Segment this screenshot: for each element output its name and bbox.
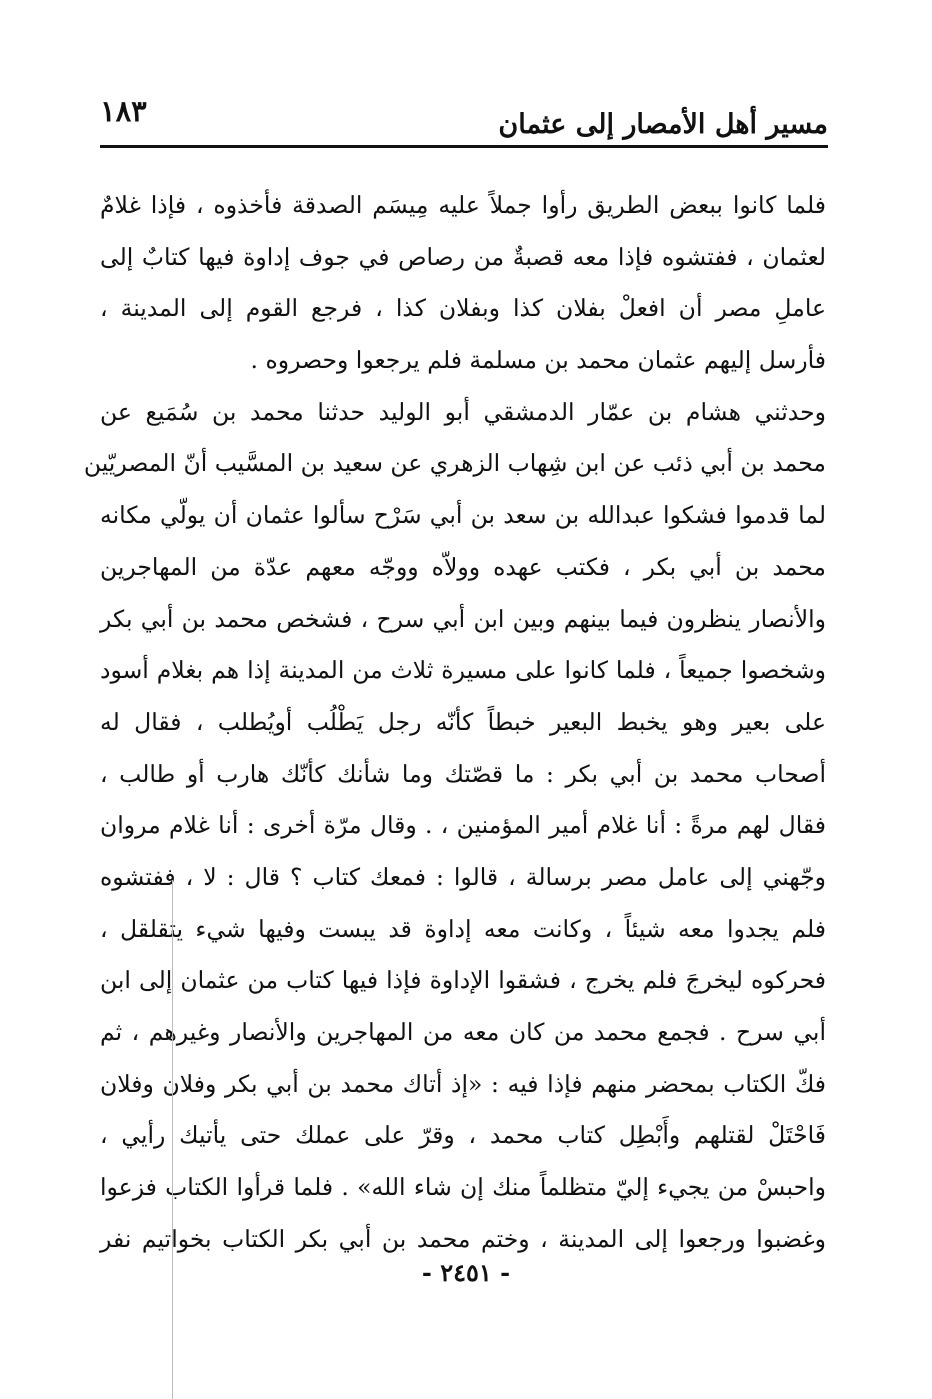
text-line: أبي سرح . فجمع محمد من كان معه من المهاجرين والأنصار وغيرهم ، ثم <box>100 1018 826 1046</box>
text-line: فحركوه ليخرجَ فلم يخرج ، فشقوا الإداوة فإذا فيها كتاب من عثمان إلى ابن <box>100 966 826 995</box>
text-line: فَاحْتَلْ لقتلهم وأَبْطِل كتاب محمد ، وقرّ على عملك حتى يأتيك رأيي ، <box>100 1121 826 1150</box>
text-line: وشخصوا جميعاً ، فلما كانوا على مسيرة ثلاث من المدينة إذا هم بغلام أسود <box>100 656 826 685</box>
text-line: وغضبوا ورجعوا إلى المدينة ، وختم محمد بن أبي بكر الكتاب بخواتيم نفر <box>100 1224 826 1253</box>
footer-page-number: - ٢٤٥١ - <box>421 1258 511 1287</box>
text-line: فقال لهم مرةً : أنا غلام أمير المؤمنين ، . وقال مرّة أخرى : أنا غلام مروان <box>100 811 826 840</box>
text-line: أصحاب محمد بن أبي بكر : ما قصّتك وما شأنك كأنّك هارب أو طالب ، <box>100 759 826 788</box>
running-title: مسير أهل الأمصار إلى عثمان <box>498 109 828 140</box>
text-line: وحدثني هشام بن عمّار الدمشقي أبو الوليد حدثنا محمد بن سُمَيع عن <box>100 397 826 426</box>
text-line: عاملِ مصر أن افعلْ بفلان كذا وبفلان كذا ، فرجع القوم إلى المدينة ، <box>100 294 826 323</box>
text-line: على بعير وهو يخبط البعير خبطاً كأنّه رجل يَطْلُب أويُطلب ، فقال له <box>100 707 826 736</box>
text-line: محمد بن أبي بكر ، فكتب عهده وولاّه ووجّه معهم عدّة من المهاجرين <box>100 552 826 581</box>
text-line: فكّ الكتاب بمحضر منهم فإذا فيه : «إذ أتاك محمد بن أبي بكر وفلان وفلان <box>100 1069 826 1098</box>
text-line: فلما كانوا ببعض الطريق رأوا جملاً عليه مِيسَم الصدقة فأخذوه ، فإذا غلامٌ <box>100 191 826 219</box>
running-header <box>100 92 828 144</box>
text-line: واحبسْ من يجيء إليّ متظلماً منك إن شاء الله» . فلما قرأوا الكتاب فزعوا <box>100 1173 826 1202</box>
header-rule <box>100 145 828 148</box>
text-line: وجّهني إلى عامل مصر برسالة ، قالوا : فمعك كتاب ؟ قال : لا ، ففتشوه <box>100 862 826 891</box>
scan-gutter-line <box>172 880 173 1399</box>
text-line: لعثمان ، ففتشوه فإذا معه قصبةٌ من رصاص في جوف إداوة فيها كتابٌ إلى <box>100 242 826 271</box>
text-line: فأرسل إليهم عثمان محمد بن مسلمة فلم يرجعوا وحصروه . <box>250 346 826 375</box>
text-line: فلم يجدوا معه شيئاً ، وكانت معه إداوة قد يبست وفيها شيء يتقلقل ، <box>100 914 826 943</box>
text-line: لما قدموا فشكوا عبدالله بن سعد بن أبي سَرْح سألوا عثمان أن يولّي مكانه <box>100 501 826 530</box>
text-line: والأنصار ينظرون فيما بينهم وبين ابن أبي سرح ، فشخص محمد بن أبي بكر <box>100 604 826 633</box>
text-body <box>83 180 826 1265</box>
page-number: ١٨٣ <box>100 94 147 128</box>
text-line: محمد بن أبي ذئب عن ابن شِهاب الزهري عن سعيد بن المسَّيب أنّ المصريّين <box>83 449 826 478</box>
